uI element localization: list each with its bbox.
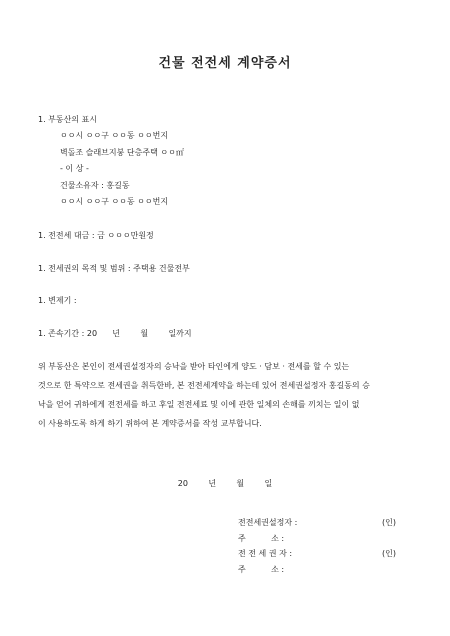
document-title: 건물 전전세 계약증서 (158, 56, 292, 71)
property-end-mark: - 이 상 - (60, 164, 89, 173)
paragraph-line: 위 부동산은 본인이 전세권설정자의 승낙을 받아 타인에게 양도 · 담보 · 전세를 할 수 있는 (38, 362, 350, 371)
paragraph-line: 낙을 얻어 귀하에게 전전세를 하고 후일 전전세료 및 이에 관한 일체의 손해를 끼치는 일이 없 (38, 400, 360, 409)
contract-paragraph (38, 357, 412, 433)
sublessee-seal: (인) (382, 549, 396, 558)
section-deposit: 1. 전전세 대금 : 금 ㅇㅇㅇ만원정 (38, 231, 154, 240)
sublessee-label: 전 전 세 권 자 : (238, 549, 293, 558)
paragraph-line: 것으로 한 특약으로 전세권을 취득한바, 본 전전세계약을 하는데 있어 전세권설정자 홍길동의 승 (38, 381, 370, 390)
section-duration: 1. 존속기간 : 20 년 월 일까지 (38, 329, 192, 338)
building-owner: 건물소유자 : 홍길동 (60, 181, 130, 190)
sublessee-address-label: 주 소 : (238, 565, 285, 574)
paragraph-line: 이 사용하도록 하게 하기 위하여 본 계약증서를 작성 교부합니다. (38, 419, 262, 428)
property-structure: 벽돌조 슬래브지붕 단층주택 ㅇㅇ㎡ (60, 148, 184, 157)
sublessor-label: 전전세권설정자 : (238, 518, 298, 527)
section-property-heading: 1. 부동산의 표시 (38, 115, 98, 124)
sublessor-address-label: 주 소 : (238, 534, 285, 543)
section-scope: 1. 전세권의 목적 및 범위 : 주택용 건물전부 (38, 264, 190, 273)
sublessor-seal: (인) (382, 518, 396, 527)
property-address: ㅇㅇ시 ㅇㅇ구 ㅇㅇ동 ㅇㅇ번지 (60, 131, 169, 140)
section-repayment: 1. 변제기 : (38, 296, 77, 305)
owner-address: ㅇㅇ시 ㅇㅇ구 ㅇㅇ동 ㅇㅇ번지 (60, 197, 169, 206)
contract-date: 20 년 월 일 (177, 479, 273, 488)
